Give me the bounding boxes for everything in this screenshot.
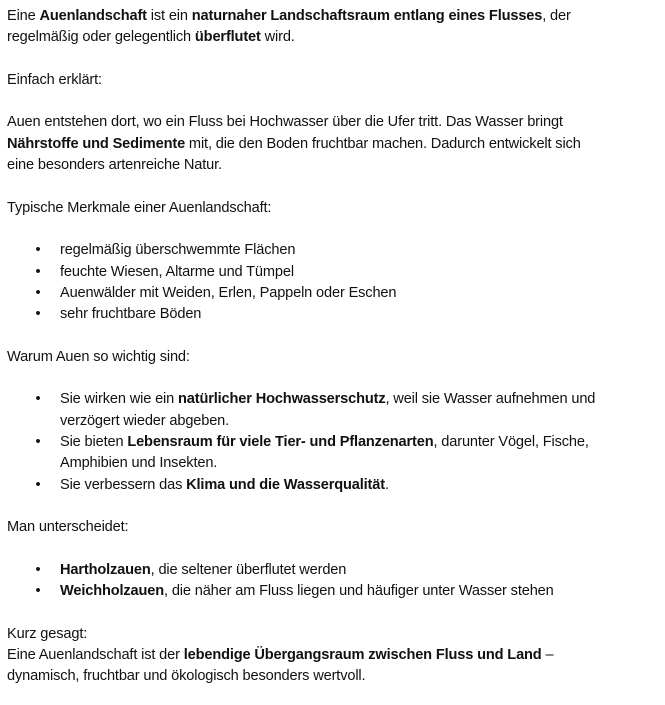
- importance-list: [7, 389, 659, 495]
- spacer: [7, 49, 659, 70]
- text: , die seltener überflutet werden: [150, 561, 347, 578]
- bullet-icon: •: [35, 433, 41, 450]
- list-item: [7, 389, 659, 432]
- bold-text: Lebensraum für viele Tier- und Pflanzenarten: [127, 433, 434, 450]
- types-heading: Man unterscheidet:: [7, 519, 129, 536]
- text: , darunter Vögel, Fische,: [433, 433, 589, 450]
- types-list: [7, 560, 659, 603]
- spacer: [7, 496, 659, 517]
- list-item-text: feuchte Wiesen, Altarme und Tümpel: [60, 263, 294, 280]
- list-item-text: sehr fruchtbare Böden: [60, 306, 202, 323]
- text: Eine Auenlandschaft ist der: [7, 646, 184, 663]
- features-heading: Typische Merkmale einer Auenlandschaft:: [7, 199, 272, 216]
- list-item: [7, 304, 659, 325]
- spacer: [7, 219, 659, 240]
- text: .: [384, 476, 389, 493]
- text: regelmäßig oder gelegentlich: [7, 29, 195, 46]
- simple-line-2: [7, 134, 659, 155]
- text: wird.: [260, 29, 295, 46]
- list-item: [7, 283, 659, 304]
- spacer: [7, 368, 659, 389]
- simple-heading: Einfach erklärt:: [7, 71, 102, 88]
- bold-text: Weichholzauen: [60, 583, 165, 600]
- intro-line-2: [7, 27, 659, 48]
- list-item: [7, 560, 659, 581]
- list-item-text: regelmäßig überschwemmte Flächen: [60, 242, 296, 259]
- intro-line-1: [7, 6, 659, 27]
- list-item: [7, 262, 659, 283]
- spacer: [7, 538, 659, 559]
- bold-text: Klima und die Wasserqualität: [186, 476, 385, 493]
- bullet-icon: •: [35, 391, 41, 408]
- bullet-icon: •: [35, 561, 41, 578]
- text: verzögert wieder abgeben.: [60, 412, 230, 429]
- bold-text: Auenlandschaft: [39, 8, 147, 24]
- text: Sie verbessern das: [60, 476, 187, 493]
- spacer: [7, 176, 659, 197]
- text: , die näher am Fluss liegen und häufiger unter Wasser stehen: [164, 583, 554, 600]
- document-body: [7, 6, 659, 688]
- text: Amphibien und Insekten.: [60, 455, 218, 472]
- importance-heading: Warum Auen so wichtig sind:: [7, 348, 190, 365]
- simple-line-3: eine besonders artenreiche Natur.: [7, 157, 222, 174]
- features-list: [7, 240, 659, 325]
- bold-text: Hartholzauen: [60, 561, 151, 578]
- bullet-icon: •: [35, 242, 41, 259]
- text: Sie wirken wie ein: [60, 391, 179, 408]
- text: mit, die den Boden fruchtbar machen. Dadurch entwickelt sich: [185, 135, 581, 152]
- spacer: [7, 91, 659, 112]
- bold-text: natürlicher Hochwasserschutz: [178, 391, 386, 408]
- summary-line-1: [7, 645, 659, 666]
- bold-text: überflutet: [194, 29, 261, 46]
- bold-text: Nährstoffe und Sedimente: [7, 135, 186, 152]
- text: , der: [542, 8, 571, 24]
- list-item: [7, 432, 659, 475]
- list-item-text: Auenwälder mit Weiden, Erlen, Pappeln oder Eschen: [60, 284, 397, 301]
- bullet-icon: •: [35, 306, 41, 323]
- list-item: [7, 240, 659, 261]
- text: Eine: [7, 8, 40, 24]
- text: Sie bieten: [60, 433, 128, 450]
- bullet-icon: •: [35, 263, 41, 280]
- simple-line-1: Auen entstehen dort, wo ein Fluss bei Hochwasser über die Ufer tritt. Das Wasser bringt: [7, 114, 563, 131]
- bold-text: naturnaher Landschaftsraum entlang eines Flusses: [191, 8, 543, 24]
- summary-line-2: dynamisch, fruchtbar und ökologisch besonders wertvoll.: [7, 668, 366, 685]
- summary-heading: Kurz gesagt:: [7, 625, 88, 642]
- list-item: [7, 581, 659, 602]
- list-item: [7, 475, 659, 496]
- bullet-icon: •: [35, 284, 41, 301]
- spacer: [7, 602, 659, 623]
- text: ist ein: [146, 8, 192, 24]
- text: –: [541, 646, 554, 663]
- bold-text: lebendige Übergangsraum zwischen Fluss und Land: [183, 646, 542, 663]
- bullet-icon: •: [35, 476, 41, 493]
- text: , weil sie Wasser aufnehmen und: [385, 391, 596, 408]
- spacer: [7, 325, 659, 346]
- bullet-icon: •: [35, 583, 41, 600]
